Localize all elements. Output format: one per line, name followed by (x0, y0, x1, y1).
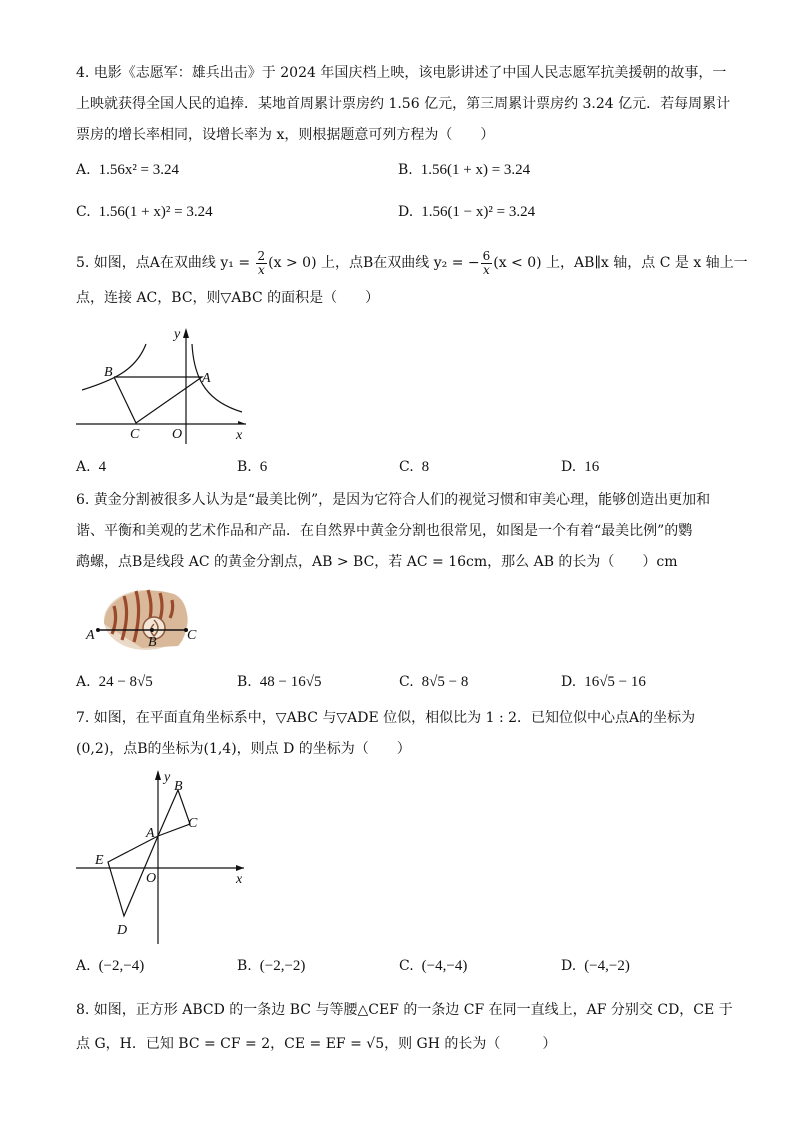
option-label: D. (561, 674, 577, 690)
q5-text-c: (x < 0) 上，AB∥x 轴，点 C 是 x 轴上一 (493, 255, 748, 271)
q6-option-c[interactable] (399, 674, 468, 691)
option-expr: 8 (421, 459, 430, 475)
label-b: B (174, 779, 183, 794)
option-expr: 1.56(1 + x) = 3.24 (420, 162, 531, 178)
q7-option-c[interactable] (399, 958, 467, 975)
option-label: C. (399, 459, 414, 475)
question-8 (76, 993, 733, 1061)
q7-option-a[interactable] (76, 958, 144, 975)
q6-option-b[interactable] (237, 674, 321, 691)
option-expr: (−4,−2) (584, 958, 630, 974)
option-label: B. (237, 674, 252, 690)
label-c: C (187, 628, 197, 643)
option-label: B. (237, 958, 252, 974)
option-expr: 4 (98, 459, 107, 475)
q8-line-2: 点 G，H．已知 BC = CF = 2，CE = EF = √5，则 GH 的长为（ ） (76, 1036, 557, 1052)
point-a (96, 628, 100, 632)
label-a: A (146, 826, 155, 841)
q5-line-2: 点，连接 AC，BC，则▽ABC 的面积是（ ） (76, 290, 380, 306)
q5-option-a[interactable] (76, 459, 106, 476)
q5-text-b: (x > 0) 上，点B在双曲线 y₂ = − (268, 255, 480, 271)
q4-line-3: 票房的增长率相同，设增长率为 x，则根据题意可列方程为（ ） (76, 127, 495, 143)
q5-text-a: 5. 如图，点A在双曲线 y₁ = (76, 255, 255, 271)
q8-line-1: 8. 如图，正方形 ABCD 的一条边 BC 与等腰△CEF 的一条边 CF 在同一直线上，AF 分别交 CD，CE 于 (76, 1002, 733, 1018)
question-5 (76, 248, 748, 314)
option-label: A. (76, 958, 91, 974)
fraction-6-over-x (481, 250, 493, 277)
q7-option-b[interactable] (237, 958, 305, 975)
q5-hyperbola-figure (74, 322, 254, 446)
label-b: B (148, 635, 157, 650)
q5-option-d[interactable] (561, 459, 599, 476)
option-label: A. (76, 459, 91, 475)
option-label: A. (76, 162, 91, 178)
label-d: D (117, 923, 128, 938)
option-expr: 16√5 − 16 (584, 674, 646, 690)
option-expr: 16 (584, 459, 600, 475)
label-c: C (130, 427, 140, 442)
option-expr: 1.56(1 + x)² = 3.24 (98, 204, 213, 220)
x-axis-arrow (236, 865, 244, 871)
option-label: D. (561, 958, 577, 974)
q4-option-a[interactable] (76, 162, 179, 179)
q4-option-c[interactable] (76, 204, 213, 221)
option-label: A. (76, 674, 91, 690)
q6-option-a[interactable] (76, 674, 153, 691)
q5-option-b[interactable] (237, 459, 267, 476)
label-a: A (86, 628, 95, 643)
option-expr: 1.56(1 − x)² = 3.24 (421, 204, 536, 220)
q6-line-3: 鹉螺，点B是线段 AC 的黄金分割点，AB > BC，若 AC = 16cm，那么 AB 的长为（ ）cm (76, 554, 678, 570)
q7-line-2: (0,2)，点B的坐标为(1,4)，则点 D 的坐标为（ ） (76, 741, 411, 757)
option-expr: 24 − 8√5 (98, 674, 153, 690)
option-expr: 48 − 16√5 (259, 674, 322, 690)
q5-option-c[interactable] (399, 459, 429, 476)
q6-line-1: 6. 黄金分割被很多人认为是“最美比例”，是因为它符合人们的视觉习惯和审美心理，能够创造出更加和 (76, 492, 711, 508)
option-label: D. (561, 459, 577, 475)
label-a: A (202, 371, 211, 386)
label-o: O (146, 871, 157, 886)
point-b (150, 628, 154, 632)
fraction-2-over-x (256, 250, 268, 277)
q6-nautilus-figure (82, 584, 202, 654)
frac-num: 6 (482, 248, 491, 263)
label-x: x (236, 872, 243, 887)
q6-option-d[interactable] (561, 674, 646, 691)
label-o: O (172, 427, 183, 442)
question-7 (76, 703, 726, 765)
option-expr: (−2,−2) (259, 958, 306, 974)
label-x: x (236, 428, 243, 443)
label-y: y (164, 770, 171, 785)
q7-homothety-figure (74, 766, 254, 946)
option-expr: (−4,−4) (421, 958, 468, 974)
label-e: E (95, 853, 104, 868)
option-expr: 6 (259, 459, 268, 475)
frac-den: x (257, 262, 265, 277)
option-label: C. (399, 674, 414, 690)
q4-line-1: 4. 电影《志愿军：雄兵出击》于 2024 年国庆档上映，该电影讲述了中国人民志愿军抗美援朝的故事，一 (76, 65, 727, 81)
q4-line-2: 上映就获得全国人民的追捧．某地首周累计票房约 1.56 亿元，第三周累计票房约 3.24 亿元．若每周累计 (76, 96, 731, 112)
y-axis-arrow (183, 328, 189, 338)
option-label: D. (398, 204, 414, 220)
option-label: B. (237, 459, 252, 475)
hyperbola-left-branch (82, 344, 146, 390)
option-expr: 1.56x² = 3.24 (98, 162, 180, 178)
question-6 (76, 485, 726, 578)
option-expr: (−2,−4) (98, 958, 145, 974)
label-b: B (104, 365, 113, 380)
hyperbola-right-branch (192, 344, 242, 412)
q6-line-2: 谐、平衡和美观的艺术作品和产品．在自然界中黄金分割也很常见，如图是一个有着“最美比例”的鹦 (76, 523, 693, 539)
option-expr: 8√5 − 8 (421, 674, 469, 690)
q4-option-b[interactable] (398, 162, 530, 179)
option-label: C. (76, 204, 91, 220)
q7-option-d[interactable] (561, 958, 630, 975)
frac-num: 2 (257, 248, 266, 263)
frac-den: x (483, 262, 490, 277)
q5-line-1 (76, 248, 748, 279)
triangle-abc (114, 377, 202, 423)
label-c: C (188, 816, 198, 831)
question-4 (76, 58, 731, 151)
q4-option-d[interactable] (398, 204, 535, 221)
option-label: B. (398, 162, 413, 178)
q7-line-1: 7. 如图，在平面直角坐标系中，▽ABC 与▽ADE 位似，相似比为 1 : 2．已知位似中心点A的坐标为 (76, 710, 696, 726)
triangle-abc (158, 790, 190, 836)
y-axis-arrow (155, 770, 161, 780)
option-label: C. (399, 958, 414, 974)
label-y: y (174, 327, 181, 342)
